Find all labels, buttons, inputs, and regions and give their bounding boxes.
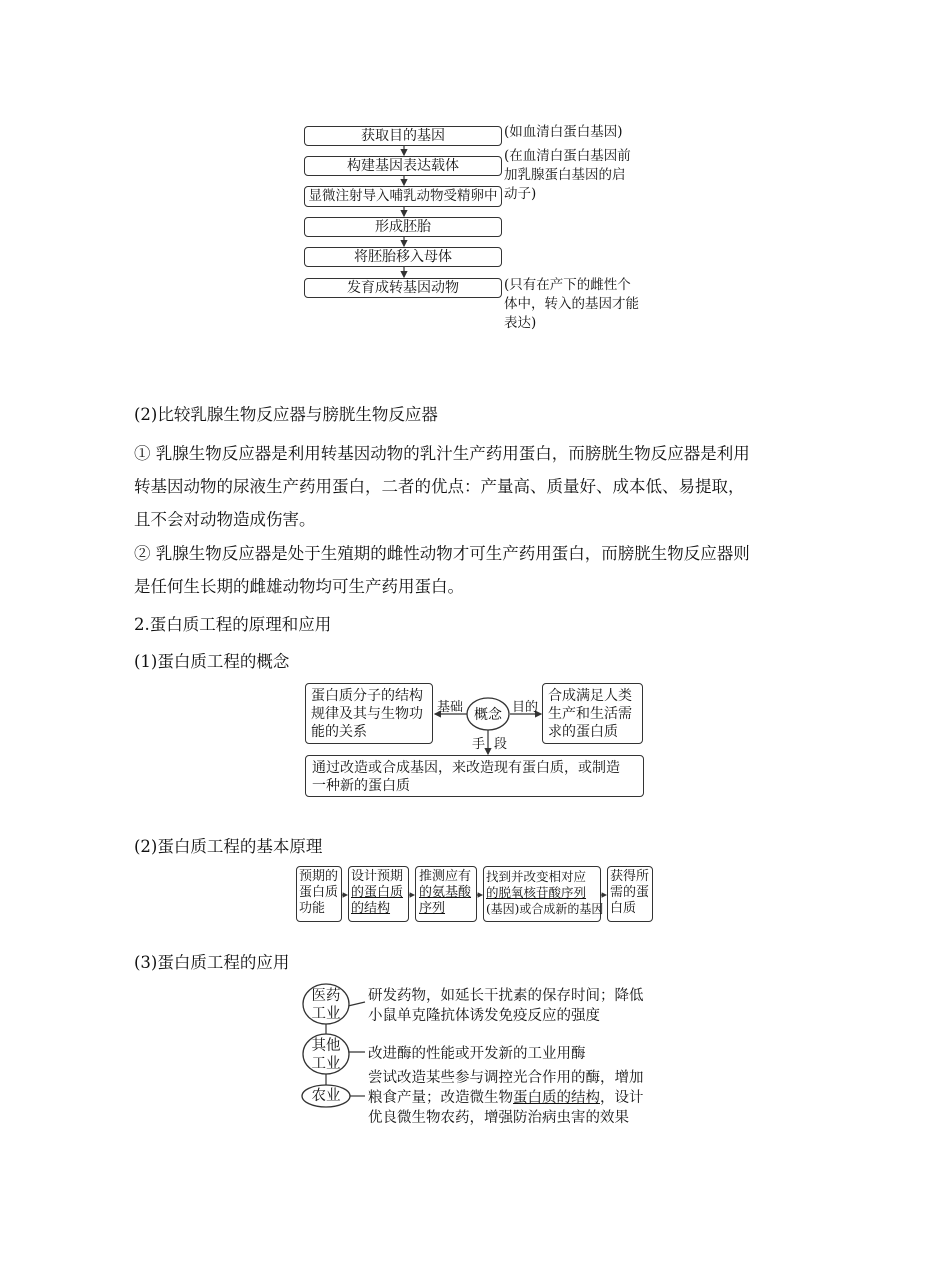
principle-box-1: 预期的 蛋白质 功能 [296, 866, 342, 922]
label-means-1: 手 [472, 737, 486, 752]
label-means-2: 段 [494, 737, 508, 752]
concept-right-box: 合成满足人类 生产和生活需 求的蛋白质 [542, 683, 643, 744]
heading-compare-bioreactors: (2)比较乳腺生物反应器与膀胱生物反应器 [134, 405, 438, 424]
flow-step-5: 将胚胎移入母体 [304, 247, 502, 267]
label-purpose: 目的 [512, 700, 539, 715]
concept-bottom-box: 通过改造或合成基因，来改造现有蛋白质，或制造 一种新的蛋白质 [305, 755, 644, 797]
flow-step-4: 形成胚胎 [304, 217, 502, 237]
flow-note-2: (在血清白蛋白基因前 加乳腺蛋白基因的启 动子) [504, 148, 631, 202]
principle-box-3: 推测应有 的氨基酸 序列 [415, 866, 477, 922]
flow-step-1: 获取目的基因 [304, 126, 502, 146]
paragraph-1: ① 乳腺生物反应器是利用转基因动物的乳汁生产药用蛋白，而膀胱生物反应器是利用 转基因动物的尿液生产药用蛋白，二者的优点：产量高、质量好、成本低、易提取， 且不会对动物造成伤害。 [134, 444, 750, 529]
subheading-concept: (1)蛋白质工程的概念 [134, 652, 290, 671]
paragraph-2: ② 乳腺生物反应器是处于生殖期的雌性动物才可生产药用蛋白，而膀胱生物反应器则 是任何生长期的雌雄动物均可生产药用蛋白。 [134, 544, 750, 596]
flow-step-3: 显微注射导入哺乳动物受精卵中 [304, 186, 502, 207]
application-text-medicine: 研发药物，如延长干扰素的保存时间；降低 小鼠单克隆抗体诱发免疫反应的强度 [368, 988, 644, 1024]
subheading-application: (3)蛋白质工程的应用 [134, 953, 290, 972]
application-text-agriculture: 尝试改造某些参与调控光合作用的酶，增加 粮食产量；改造微生物蛋白质的结构，设计 优良微生物农药，增强防治病虫害的效果 [368, 1070, 644, 1126]
concept-left-box: 蛋白质分子的结构 规律及其与生物功 能的关系 [305, 683, 433, 744]
heading-protein-engineering: 2.蛋白质工程的原理和应用 [134, 615, 332, 634]
concept-center-label: 概念 [474, 707, 502, 723]
flow-note-1: (如血清白蛋白基因) [504, 124, 623, 140]
label-medicine-industry: 医药 工业 [311, 988, 341, 1022]
label-agriculture: 农业 [311, 1088, 341, 1104]
label-other-industry: 其他 工业 [311, 1038, 341, 1072]
principle-box-4: 找到并改变相对应 的脱氧核苷酸序列 (基因)或合成新的基因 [483, 866, 601, 922]
application-text-other: 改进酶的性能或开发新的工业用酶 [368, 1046, 586, 1062]
subheading-principle: (2)蛋白质工程的基本原理 [134, 837, 323, 856]
flow-step-6: 发育成转基因动物 [304, 278, 502, 298]
principle-box-5: 获得所 需的蛋 白质 [607, 866, 653, 922]
flow-step-2: 构建基因表达载体 [304, 156, 502, 176]
label-basis: 基础 [437, 700, 464, 715]
flow-note-3: (只有在产下的雌性个 体中，转入的基因才能 表达) [504, 277, 639, 331]
principle-box-2: 设计预期 的蛋白质 的结构 [348, 866, 409, 922]
